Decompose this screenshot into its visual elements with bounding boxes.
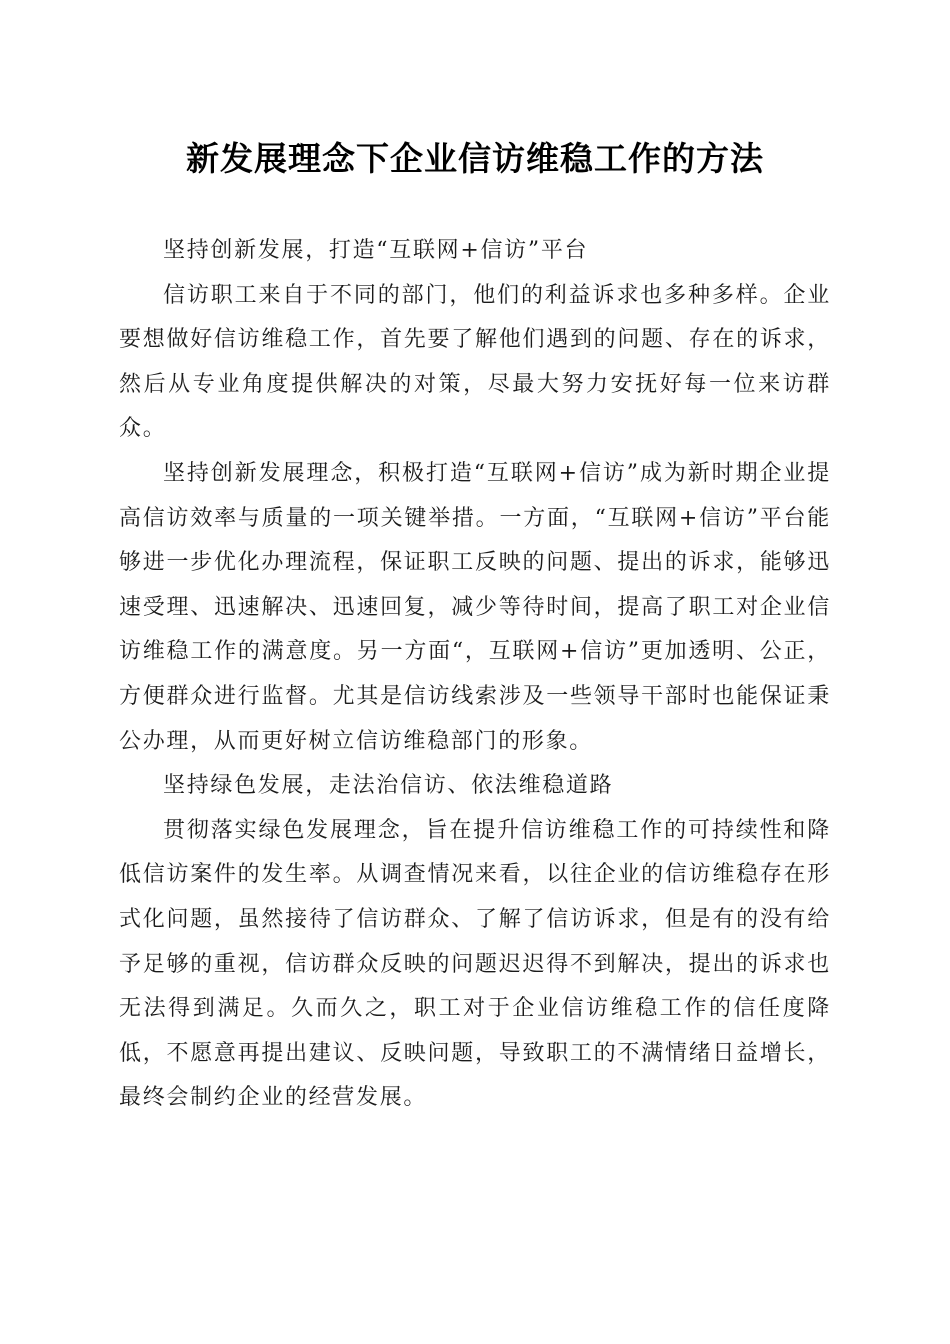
document-body: [119, 229, 831, 1121]
paragraph-petition-demands: 信访职工来自于不同的部门，他们的利益诉求也多种多样。企业要想做好信访维稳工作，首先要了解他们遇到的问题、存在的诉求，然后从专业角度提供解决的对策，尽最大努力安抚好每一位来访群众。: [119, 282, 831, 442]
paragraph-rule-of-law: 贯彻落实绿色发展理念，旨在提升信访维稳工作的可持续性和降低信访案件的发生率。从调查情况来看，以往企业的信访维稳存在形式化问题，虽然接待了信访群众、了解了信访诉求，但是有的没有给予足够的重视，信访群众反映的问题迟迟得不到解决，提出的诉求也无法得到满足。久而久之，职工对于企业信访维稳工作的信任度降低，不愿意再提出建议、反映问题，导致职工的不满情绪日益增长，最终会制约企业的经营发展。: [119, 817, 831, 1111]
document-title: 新发展理念下企业信访维稳工作的方法: [186, 139, 764, 178]
section-heading-green-development: 坚持绿色发展，走法治信访、依法维稳道路: [163, 773, 614, 799]
paragraph-internet-petition: 坚持创新发展理念，积极打造“互联网+信访”成为新时期企业提高信访效率与质量的一项关键举措。一方面，“互联网+信访”平台能够进一步优化办理流程，保证职工反映的问题、提出的诉求，能够迅速受理、迅速解决、迅速回复，减少等待时间，提高了职工对企业信访维稳工作的满意度。另一方面“，互联网+信访”更加透明、公正，方便群众进行监督。尤其是信访线索涉及一些领导干部时也能保证秉公办理，从而更好树立信访维稳部门的形象。: [119, 460, 831, 754]
section-heading-innovation: 坚持创新发展，打造“互联网+信访”平台: [163, 238, 589, 263]
